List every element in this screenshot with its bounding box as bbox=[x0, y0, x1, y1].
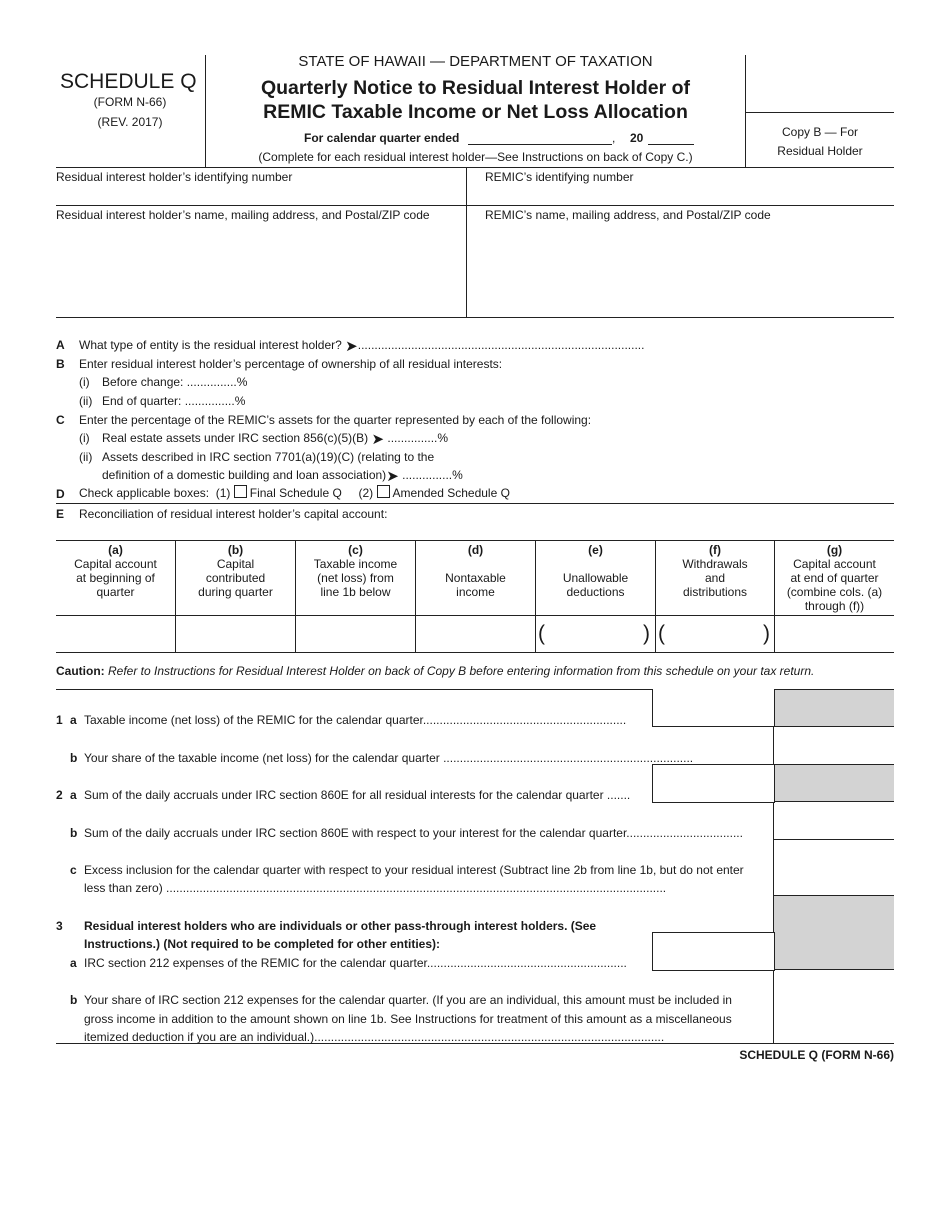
col-line: Nontaxable bbox=[445, 571, 506, 585]
col-letter: (a) bbox=[108, 543, 123, 557]
col-letter: (c) bbox=[348, 543, 363, 557]
col-line: Capital account bbox=[793, 557, 876, 571]
paren-close: ) bbox=[643, 622, 650, 645]
col-line: Capital account bbox=[74, 557, 157, 571]
cell-f[interactable] bbox=[657, 617, 773, 651]
footer-label: SCHEDULE Q (FORM N-66) bbox=[739, 1048, 894, 1062]
line-1a-letter: a bbox=[70, 713, 77, 727]
e-top-line bbox=[56, 503, 894, 504]
column-header-g bbox=[775, 543, 894, 613]
line-1b-text: Your share of the taxable income (net loss) for the calendar quarter ........................................................................... bbox=[84, 751, 694, 765]
cell-e[interactable] bbox=[537, 617, 654, 651]
amount-row-line bbox=[773, 969, 894, 970]
col-line: quarter bbox=[96, 585, 135, 599]
col-line: Withdrawals bbox=[682, 557, 748, 571]
question-e-text: Reconciliation of residual interest holder’s capital account: bbox=[79, 507, 388, 521]
real-estate-pct-field[interactable]: ...............% bbox=[387, 431, 449, 445]
question-a-text: What type of entity is the residual interest holder? bbox=[79, 338, 342, 352]
line-2b-letter: b bbox=[70, 826, 78, 840]
amount-row-line bbox=[773, 764, 894, 765]
line-3b-amount[interactable] bbox=[775, 971, 893, 1042]
line-3-heading2: Instructions.) (Not required to be completed for other entities): bbox=[84, 937, 441, 951]
line-2b-amount[interactable] bbox=[775, 803, 893, 838]
column-header-f bbox=[656, 543, 774, 599]
final-schedule-label: Final Schedule Q bbox=[249, 486, 342, 500]
id-block-divider bbox=[466, 167, 467, 317]
amended-schedule-checkbox[interactable] bbox=[377, 485, 390, 498]
amount-row-line bbox=[773, 801, 894, 802]
col-line: income bbox=[456, 585, 495, 599]
col-line bbox=[536, 557, 655, 571]
cell-a[interactable] bbox=[57, 617, 174, 651]
quarter-ended-label: For calendar quarter ended bbox=[304, 131, 460, 145]
question-c-ii-text2: definition of a domestic building and loan association) bbox=[102, 468, 387, 482]
id-block-bottom bbox=[56, 317, 894, 318]
amount-row-line bbox=[773, 839, 894, 840]
col-letter: (e) bbox=[588, 543, 603, 557]
paren-open: ( bbox=[658, 622, 665, 645]
column-header-c bbox=[296, 543, 415, 599]
column-header-b bbox=[176, 543, 295, 599]
col-line: at end of quarter bbox=[790, 571, 879, 585]
question-d-letter: D bbox=[56, 487, 65, 501]
col-letter: (b) bbox=[227, 543, 244, 557]
line-2c-text1: Excess inclusion for the calendar quarter with respect to your residual interest (Subtract line 2b from line 1b, but do not enter bbox=[84, 863, 744, 877]
question-c-i-num: (i) bbox=[79, 431, 90, 445]
revision: (REV. 2017) bbox=[97, 115, 163, 129]
col-line: (combine cols. (a) bbox=[786, 585, 883, 599]
shaded-cell bbox=[774, 895, 894, 969]
line-3a-amount[interactable] bbox=[652, 932, 775, 971]
line-3b-text1: Your share of IRC section 212 expenses for the calendar quarter. (If you are an individual, this amount must be included in bbox=[84, 993, 732, 1007]
line-2a-text: Sum of the daily accruals under IRC section 860E for all residual interests for the calendar quarter ....... bbox=[84, 788, 631, 802]
line-2c-amount[interactable] bbox=[775, 841, 893, 894]
col-line: Capital bbox=[216, 557, 255, 571]
table-top bbox=[56, 540, 894, 541]
amount-row-line bbox=[773, 895, 894, 896]
line-2a-amount[interactable] bbox=[652, 764, 775, 803]
question-a[interactable] bbox=[79, 337, 644, 355]
line-2-num: 2 bbox=[56, 788, 63, 802]
col-line: through (f)) bbox=[804, 599, 865, 613]
line-1a-amount[interactable] bbox=[652, 689, 775, 727]
line-3-num: 3 bbox=[56, 919, 63, 933]
line-2b-text: Sum of the daily accruals under IRC section 860E with respect to your interest for the calendar quarter................................... bbox=[84, 826, 743, 840]
col-line: (net loss) from bbox=[317, 571, 394, 585]
col-line bbox=[416, 557, 535, 571]
question-b-letter: B bbox=[56, 357, 65, 371]
question-b-text: Enter residual interest holder’s percentage of ownership of all residual interests: bbox=[79, 357, 503, 371]
line-2c-letter: c bbox=[70, 863, 77, 877]
shaded-cell bbox=[774, 690, 894, 726]
column-header-d bbox=[416, 543, 535, 599]
question-c-ii-num: (ii) bbox=[79, 450, 93, 464]
col-letter: (g) bbox=[826, 543, 843, 557]
year-field[interactable] bbox=[648, 144, 694, 145]
col-line: during quarter bbox=[198, 585, 273, 599]
before-change-field[interactable]: Before change: ...............% bbox=[102, 375, 248, 389]
question-c-letter: C bbox=[56, 413, 65, 427]
line-2c-text2: less than zero) ...................................................................................................................................................... bbox=[84, 881, 667, 895]
table-bottom bbox=[56, 652, 894, 653]
amended-schedule-label: Amended Schedule Q bbox=[392, 486, 510, 500]
remic-address-label[interactable]: REMIC’s name, mailing address, and Postal/ZIP code bbox=[485, 208, 771, 222]
question-e-letter: E bbox=[56, 507, 65, 521]
line-1b-letter: b bbox=[70, 751, 78, 765]
end-of-quarter-field[interactable]: End of quarter: ...............% bbox=[102, 394, 246, 408]
complete-note: (Complete for each residual interest holder—See Instructions on back of Copy C.) bbox=[258, 150, 693, 164]
copy-label-line2: Residual Holder bbox=[777, 144, 863, 158]
paren-open: ( bbox=[538, 622, 545, 645]
question-c-text: Enter the percentage of the REMIC’s assets for the quarter represented by each of the following: bbox=[79, 413, 592, 427]
year-label: 20 bbox=[630, 131, 644, 145]
id-block-top bbox=[56, 167, 894, 168]
agency: STATE OF HAWAII — DEPARTMENT OF TAXATION bbox=[298, 53, 653, 70]
col-line: and bbox=[704, 571, 726, 585]
line-3b-text3: itemized deduction if you are an individual.)......................................................................................................... bbox=[84, 1030, 665, 1044]
column-header-a bbox=[56, 543, 175, 599]
copy-box-top bbox=[745, 112, 894, 113]
schedule-title: SCHEDULE Q bbox=[60, 70, 197, 93]
amount-column-divider bbox=[773, 689, 774, 1043]
line-2a-letter: a bbox=[70, 788, 77, 802]
col-line: deductions bbox=[566, 585, 625, 599]
question-a-letter: A bbox=[56, 338, 65, 352]
option-1-num: (1) bbox=[215, 486, 231, 500]
option-2-num: (2) bbox=[358, 486, 374, 500]
remic-id-label[interactable]: REMIC’s identifying number bbox=[485, 170, 634, 184]
col-line: Unallowable bbox=[562, 571, 629, 585]
caution-label: Caution: bbox=[56, 664, 105, 678]
question-c-ii-text1: Assets described in IRC section 7701(a)(19)(C) (relating to the bbox=[102, 450, 435, 464]
question-c-i-text: Real estate assets under IRC section 856(c)(5)(B) bbox=[102, 431, 369, 445]
comma: , bbox=[612, 131, 616, 145]
amount-row-line bbox=[773, 726, 894, 727]
final-schedule-checkbox[interactable] bbox=[234, 485, 247, 498]
cell-c[interactable] bbox=[297, 617, 414, 651]
arrow-icon: ➤ bbox=[386, 468, 399, 485]
entity-type-field[interactable]: ...................................................................................... bbox=[357, 338, 645, 352]
line-3-heading1: Residual interest holders who are individuals or other pass-through interest holders. (See bbox=[84, 919, 597, 933]
line-3a-text: IRC section 212 expenses of the REMIC for the calendar quarter............................................................ bbox=[84, 956, 627, 970]
copy-label-line1: Copy B — For bbox=[781, 125, 859, 139]
question-c-ii[interactable] bbox=[102, 467, 463, 485]
holder-id-label[interactable]: Residual interest holder’s identifying number bbox=[56, 170, 293, 184]
quarter-ended-field[interactable] bbox=[468, 144, 612, 145]
question-d-text: Check applicable boxes: bbox=[79, 486, 210, 500]
col-line: line 1b below bbox=[320, 585, 391, 599]
form-number: (FORM N-66) bbox=[93, 95, 167, 109]
line-1a-text: Taxable income (net loss) of the REMIC for the calendar quarter............................................................. bbox=[84, 713, 627, 727]
question-c-i[interactable] bbox=[102, 430, 448, 448]
caution-text: Refer to Instructions for Residual Interest Holder on back of Copy B before entering information from this schedule on your tax return. bbox=[108, 664, 815, 678]
caution-note bbox=[56, 664, 894, 678]
table-header-bottom bbox=[56, 615, 894, 616]
form-title-line1: Quarterly Notice to Residual Interest Holder of bbox=[260, 77, 691, 99]
question-d bbox=[79, 485, 510, 500]
col-line: contributed bbox=[205, 571, 266, 585]
line-3b-letter: b bbox=[70, 993, 78, 1007]
column-header-e bbox=[536, 543, 655, 599]
lines-bottom bbox=[56, 1043, 894, 1044]
cell-b[interactable] bbox=[177, 617, 294, 651]
cell-g[interactable] bbox=[776, 617, 893, 651]
line-1b-amount[interactable] bbox=[775, 728, 893, 763]
question-b-ii-num: (ii) bbox=[79, 394, 93, 408]
paren-close: ) bbox=[763, 622, 770, 645]
line-3b-text2: gross income in addition to the amount shown on line 1b. See Instructions for treatment of this amount as a miscellaneous bbox=[84, 1012, 732, 1026]
line-3a-letter: a bbox=[70, 956, 77, 970]
arrow-icon: ➤ bbox=[345, 338, 358, 355]
form-title-line2: REMIC Taxable Income or Net Loss Allocation bbox=[263, 101, 688, 123]
question-b-i-num: (i) bbox=[79, 375, 90, 389]
col-line: distributions bbox=[682, 585, 748, 599]
line-1-num: 1 bbox=[56, 713, 63, 727]
building-loan-pct-field[interactable]: ...............% bbox=[402, 468, 463, 482]
col-line: Taxable income bbox=[313, 557, 398, 571]
arrow-icon: ➤ bbox=[371, 431, 385, 448]
id-row-divider bbox=[56, 205, 894, 206]
cell-d[interactable] bbox=[417, 617, 534, 651]
holder-address-label[interactable]: Residual interest holder’s name, mailing address, and Postal/ZIP code bbox=[56, 208, 430, 222]
shaded-cell bbox=[774, 764, 894, 801]
col-letter: (d) bbox=[467, 543, 484, 557]
col-line: at beginning of bbox=[76, 571, 155, 585]
col-letter: (f) bbox=[709, 543, 721, 557]
